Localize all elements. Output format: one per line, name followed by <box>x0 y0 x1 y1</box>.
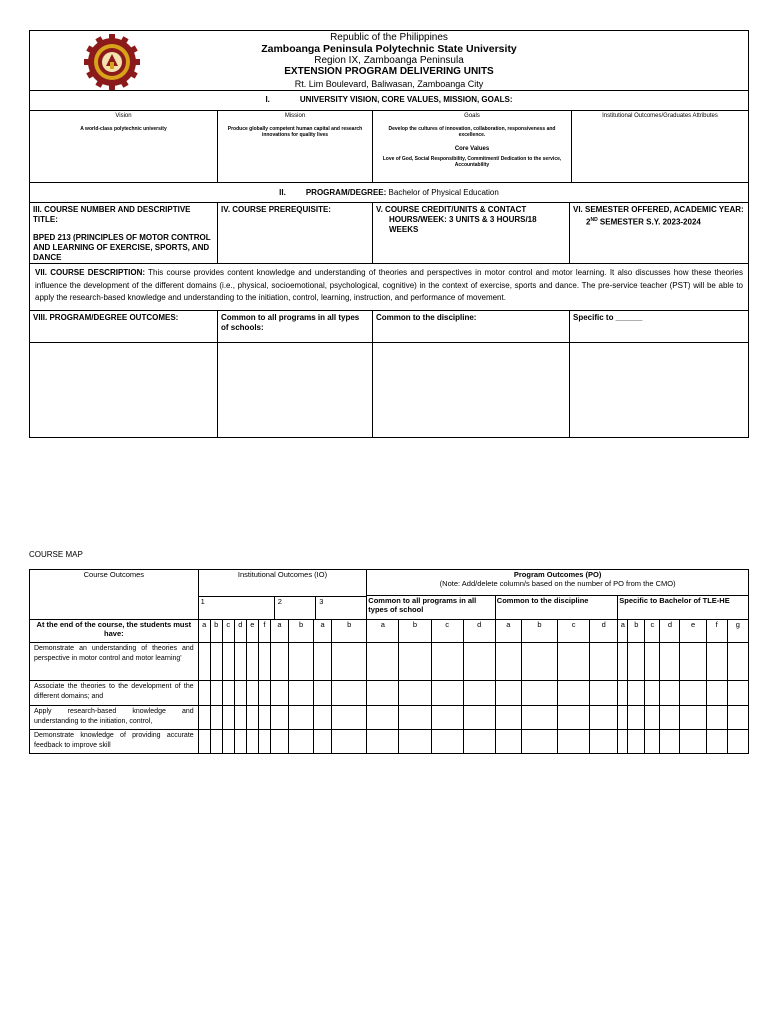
letter-cell: a <box>618 620 628 643</box>
letter-cell: b <box>332 620 367 643</box>
program-outcomes-header: Program Outcomes (PO) (Note: Add/delete column/s based on the number of PO from the CMO) <box>367 570 749 596</box>
letter-cell: e <box>246 620 258 643</box>
section-program-degree <box>30 183 748 203</box>
course-outcome-text: Associate the theories to the development of the different domains; and <box>30 681 199 706</box>
course-outcome-text: Demonstrate knowledge of providing accurate feedback to improve skill <box>30 730 199 754</box>
letter-cell: b <box>399 620 431 643</box>
mission-title: Mission <box>284 113 306 119</box>
outcomes-label-cell: VIII. PROGRAM/DEGREE OUTCOMES: <box>30 311 218 342</box>
credit-value: HOURS/WEEK: 3 UNITS & 3 HOURS/18 WEEKS <box>389 215 537 234</box>
address-line: Rt. Lim Boulevard, Baliwasan, Zamboanga City <box>294 79 484 89</box>
vision-mission-goals <box>30 111 748 183</box>
prerequisite-label: IV. COURSE PREREQUISITE: <box>221 205 331 214</box>
letter-cell: f <box>258 620 270 643</box>
republic-line: Republic of the Philippines <box>330 32 448 43</box>
vision-cell <box>30 111 218 182</box>
io-group-2: 2 <box>275 597 317 619</box>
table-row <box>30 706 749 730</box>
outcomes-empty-cell <box>373 343 570 437</box>
document-header <box>30 31 748 91</box>
course-title-label: III. COURSE NUMBER AND DESCRIPTIVE TITLE: <box>33 205 191 224</box>
mission-text: Produce globally competent human capital and research innovations for quality lives <box>227 126 363 138</box>
office-name: EXTENSION PROGRAM DELIVERING UNITS <box>284 66 494 77</box>
course-title-value: BPED 213 (PRINCIPLES OF MOTOR CONTROL AND LEARNING OF EXERCISE, SPORTS, AND DANCE <box>33 233 211 262</box>
letter-cell: c <box>431 620 463 643</box>
letter-cell: a <box>495 620 521 643</box>
section-number: II. <box>279 188 286 197</box>
letter-cell: c <box>222 620 234 643</box>
letter-cell: d <box>590 620 618 643</box>
letter-cell: e <box>680 620 706 643</box>
letter-cell: a <box>198 620 210 643</box>
prerequisite-cell <box>218 203 373 263</box>
table-row <box>30 681 749 706</box>
course-map-table <box>29 569 749 754</box>
letter-cell: d <box>234 620 246 643</box>
letter-cell: c <box>558 620 590 643</box>
mission-cell <box>218 111 373 182</box>
letter-cell: f <box>706 620 727 643</box>
credit-cell <box>373 203 570 263</box>
po-group-common-discipline: Common to the discipline <box>495 596 617 620</box>
letter-cell: a <box>367 620 399 643</box>
section-number: I. <box>265 95 270 104</box>
outcomes-empty-cell <box>218 343 373 437</box>
letter-cell: c <box>645 620 660 643</box>
program-label: PROGRAM/DEGREE: <box>305 188 387 197</box>
outcomes-empty-cell <box>30 343 218 437</box>
outcomes-empty-cell <box>570 343 748 437</box>
po-group-specific: Specific to Bachelor of TLE-HE <box>618 596 749 620</box>
course-info-row <box>30 203 748 264</box>
goals-text: Develop the cultures of innovation, collaboration, responsiveness and excellence. <box>388 126 556 138</box>
common-all-cell: Common to all programs in all types of schools: <box>218 311 373 342</box>
region-line: Region IX, Zamboanga Peninsula <box>314 55 464 66</box>
students-header: At the end of the course, the students must have: <box>30 620 199 643</box>
letter-cell: g <box>727 620 748 643</box>
core-values-title: Core Values <box>454 146 490 152</box>
program-outcomes-body <box>30 343 748 437</box>
letter-cell: b <box>210 620 222 643</box>
vision-title: Vision <box>115 113 132 119</box>
program-outcomes-header <box>30 311 748 343</box>
letter-cell: d <box>463 620 495 643</box>
letter-cell: a <box>314 620 332 643</box>
semester-cell <box>570 203 748 263</box>
letter-cell: a <box>270 620 288 643</box>
course-title-cell <box>30 203 218 263</box>
credit-label: V. COURSE CREDIT/UNITS & CONTACT <box>376 205 527 214</box>
program-value: Bachelor of Physical Education <box>388 188 499 197</box>
institutional-outcomes-header <box>198 570 367 620</box>
university-name: Zamboanga Peninsula Polytechnic State University <box>261 43 517 55</box>
table-row <box>30 643 749 681</box>
course-outcome-text: Apply research-based knowledge and understanding to the initiation, control, <box>30 706 199 730</box>
letter-cell: b <box>289 620 314 643</box>
io-title: Institutional Outcomes (IO) <box>237 570 328 579</box>
institutional-outcomes-title: Institutional Outcomes/Graduates Attributes <box>602 113 718 119</box>
semester-value: 2ND SEMESTER S.Y. 2023-2024 <box>586 217 701 227</box>
goals-cell <box>373 111 572 182</box>
letter-cell: d <box>660 620 680 643</box>
po-group-common-all: Common to all programs in all types of school <box>367 596 496 620</box>
section-vision-heading <box>30 91 748 111</box>
core-values-text: Love of God, Social Responsibility, Commitment/ Dedication to the service, Accountability <box>382 156 562 168</box>
section-title: UNIVERSITY VISION, CORE VALUES, MISSION, GOALS: <box>299 95 513 104</box>
course-outcome-text: Demonstrate an understanding of theories and perspective in motor control and motor learning' <box>30 643 199 681</box>
semester-label: VI. SEMESTER OFFERED, ACADEMIC YEAR: <box>573 205 744 214</box>
letter-cell: b <box>521 620 557 643</box>
course-map-title: COURSE MAP <box>29 550 83 559</box>
description-text: This course provides content knowledge and understanding of theories and perspectives in motor control and motor learning. It also discusses how these theories influence the development of the different domains (i.e., physical, socioemotional, psychological, cognitive) in the context of exercise, sports and dance. The pre-service teacher (PST) will be able to apply the research-based knowledge and understanding to the initiation, control, learning, instruction, and performance of movement. <box>35 268 743 302</box>
goals-title: Goals <box>464 113 480 119</box>
common-discipline-cell: Common to the discipline: <box>373 311 570 342</box>
description-label: VII. COURSE DESCRIPTION: <box>35 268 146 277</box>
specific-cell: Specific to ______ <box>573 313 643 322</box>
institutional-outcomes-cell <box>572 111 748 182</box>
course-outcomes-header: Course Outcomes <box>30 570 199 620</box>
io-group-1: 1 <box>198 597 275 619</box>
letter-cell: b <box>628 620 645 643</box>
vision-text: A world-class polytechnic university <box>80 126 167 132</box>
syllabus-frame <box>29 30 749 438</box>
io-group-3: 3 <box>319 597 324 606</box>
table-row <box>30 730 749 754</box>
course-description <box>30 264 748 311</box>
